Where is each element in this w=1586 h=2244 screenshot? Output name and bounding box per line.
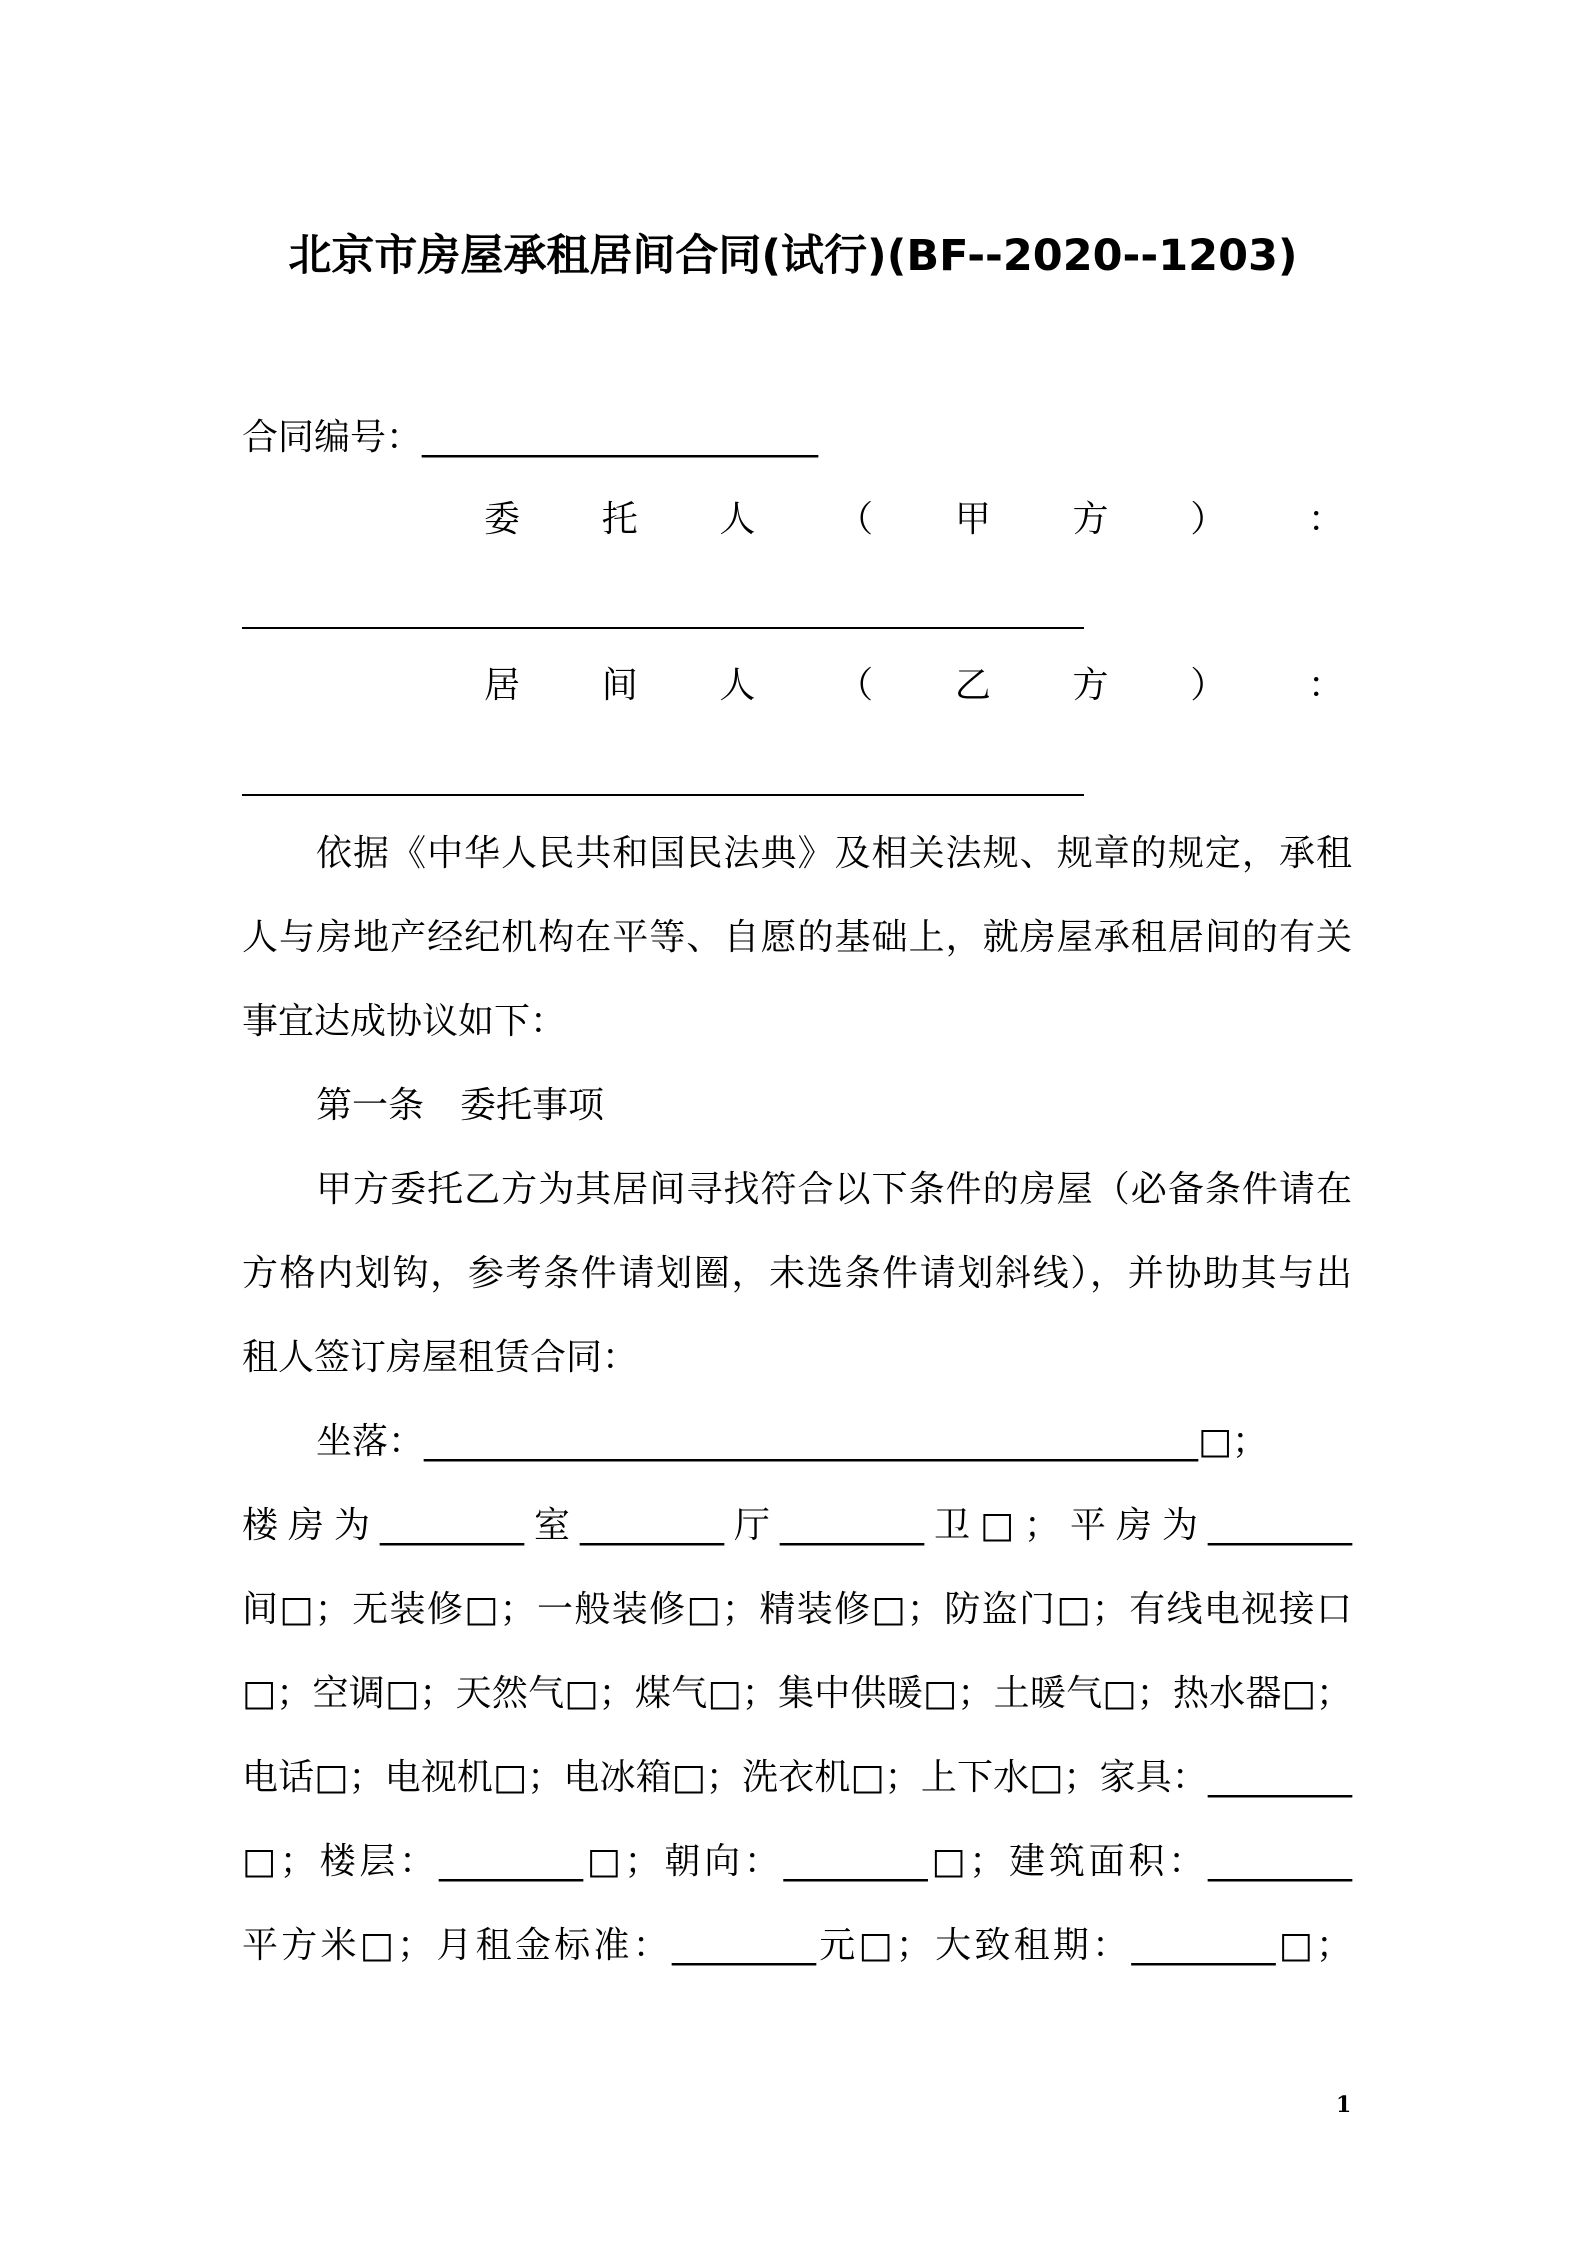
party-a-char: 委 <box>484 499 521 540</box>
party-a-char: 甲 <box>954 499 991 540</box>
party-b-char: 人 <box>719 665 756 706</box>
party-a-char: （ <box>837 499 874 540</box>
article-1-heading: 第一条 委托事项 <box>316 1085 605 1126</box>
article-1-text: 方格内划钩，参考条件请划圈，未选条件请划斜线），并协助其与出 <box>242 1253 1352 1294</box>
party-b-label <box>484 662 1344 710</box>
contract-number-line: 合同编号：______________________ <box>242 417 819 458</box>
condition-line: 平方米□；月租金标准：________元□；大致租期：________□； <box>242 1925 1352 1966</box>
party-b-char: 间 <box>601 665 638 706</box>
page-number: 1 <box>1336 2092 1352 2118</box>
article-1-text: 甲方委托乙方为其居间寻找符合以下条件的房屋（必备条件请在 <box>316 1169 1352 1210</box>
party-b-char: 居 <box>484 665 521 706</box>
party-a-blank-line <box>242 627 1084 629</box>
preamble-line: 人与房地产经纪机构在平等、自愿的基础上，就房屋承租居间的有关 <box>242 917 1352 958</box>
condition-line: □；空调□；天然气□；煤气□；集中供暖□；土暖气□；热水器□； <box>242 1673 1352 1714</box>
party-a-char: 方 <box>1072 499 1109 540</box>
condition-line: 坐落：___________________________________________□； <box>316 1421 1269 1462</box>
party-b-char: 乙 <box>954 665 991 706</box>
condition-line: 电话□；电视机□；电冰箱□；洗衣机□；上下水□；家具：________ <box>242 1757 1352 1798</box>
condition-line: 楼房为________室________厅________卫□；平房为________ <box>242 1505 1352 1546</box>
party-a-label <box>484 496 1344 544</box>
party-a-char: 托 <box>601 499 638 540</box>
party-b-char: ： <box>1307 665 1344 706</box>
article-1-text: 租人签订房屋租赁合同： <box>242 1337 639 1378</box>
party-b-char: （ <box>837 665 874 706</box>
condition-line: 间□；无装修□；一般装修□；精装修□；防盗门□；有线电视接口 <box>242 1589 1352 1630</box>
preamble-line: 依据《中华人民共和国民法典》及相关法规、规章的规定，承租 <box>316 833 1352 874</box>
party-b-char: ） <box>1190 665 1227 706</box>
party-b-blank-line <box>242 794 1084 796</box>
document-title: 北京市房屋承租居间合同(试行)(BF--2020--1203) <box>288 231 1298 281</box>
party-a-char: ） <box>1190 499 1227 540</box>
party-a-char: ： <box>1307 499 1344 540</box>
party-b-char: 方 <box>1072 665 1109 706</box>
party-a-char: 人 <box>719 499 756 540</box>
condition-line: □；楼层：________□；朝向：________□；建筑面积：________ <box>242 1841 1352 1882</box>
preamble-line: 事宜达成协议如下： <box>242 1001 567 1042</box>
